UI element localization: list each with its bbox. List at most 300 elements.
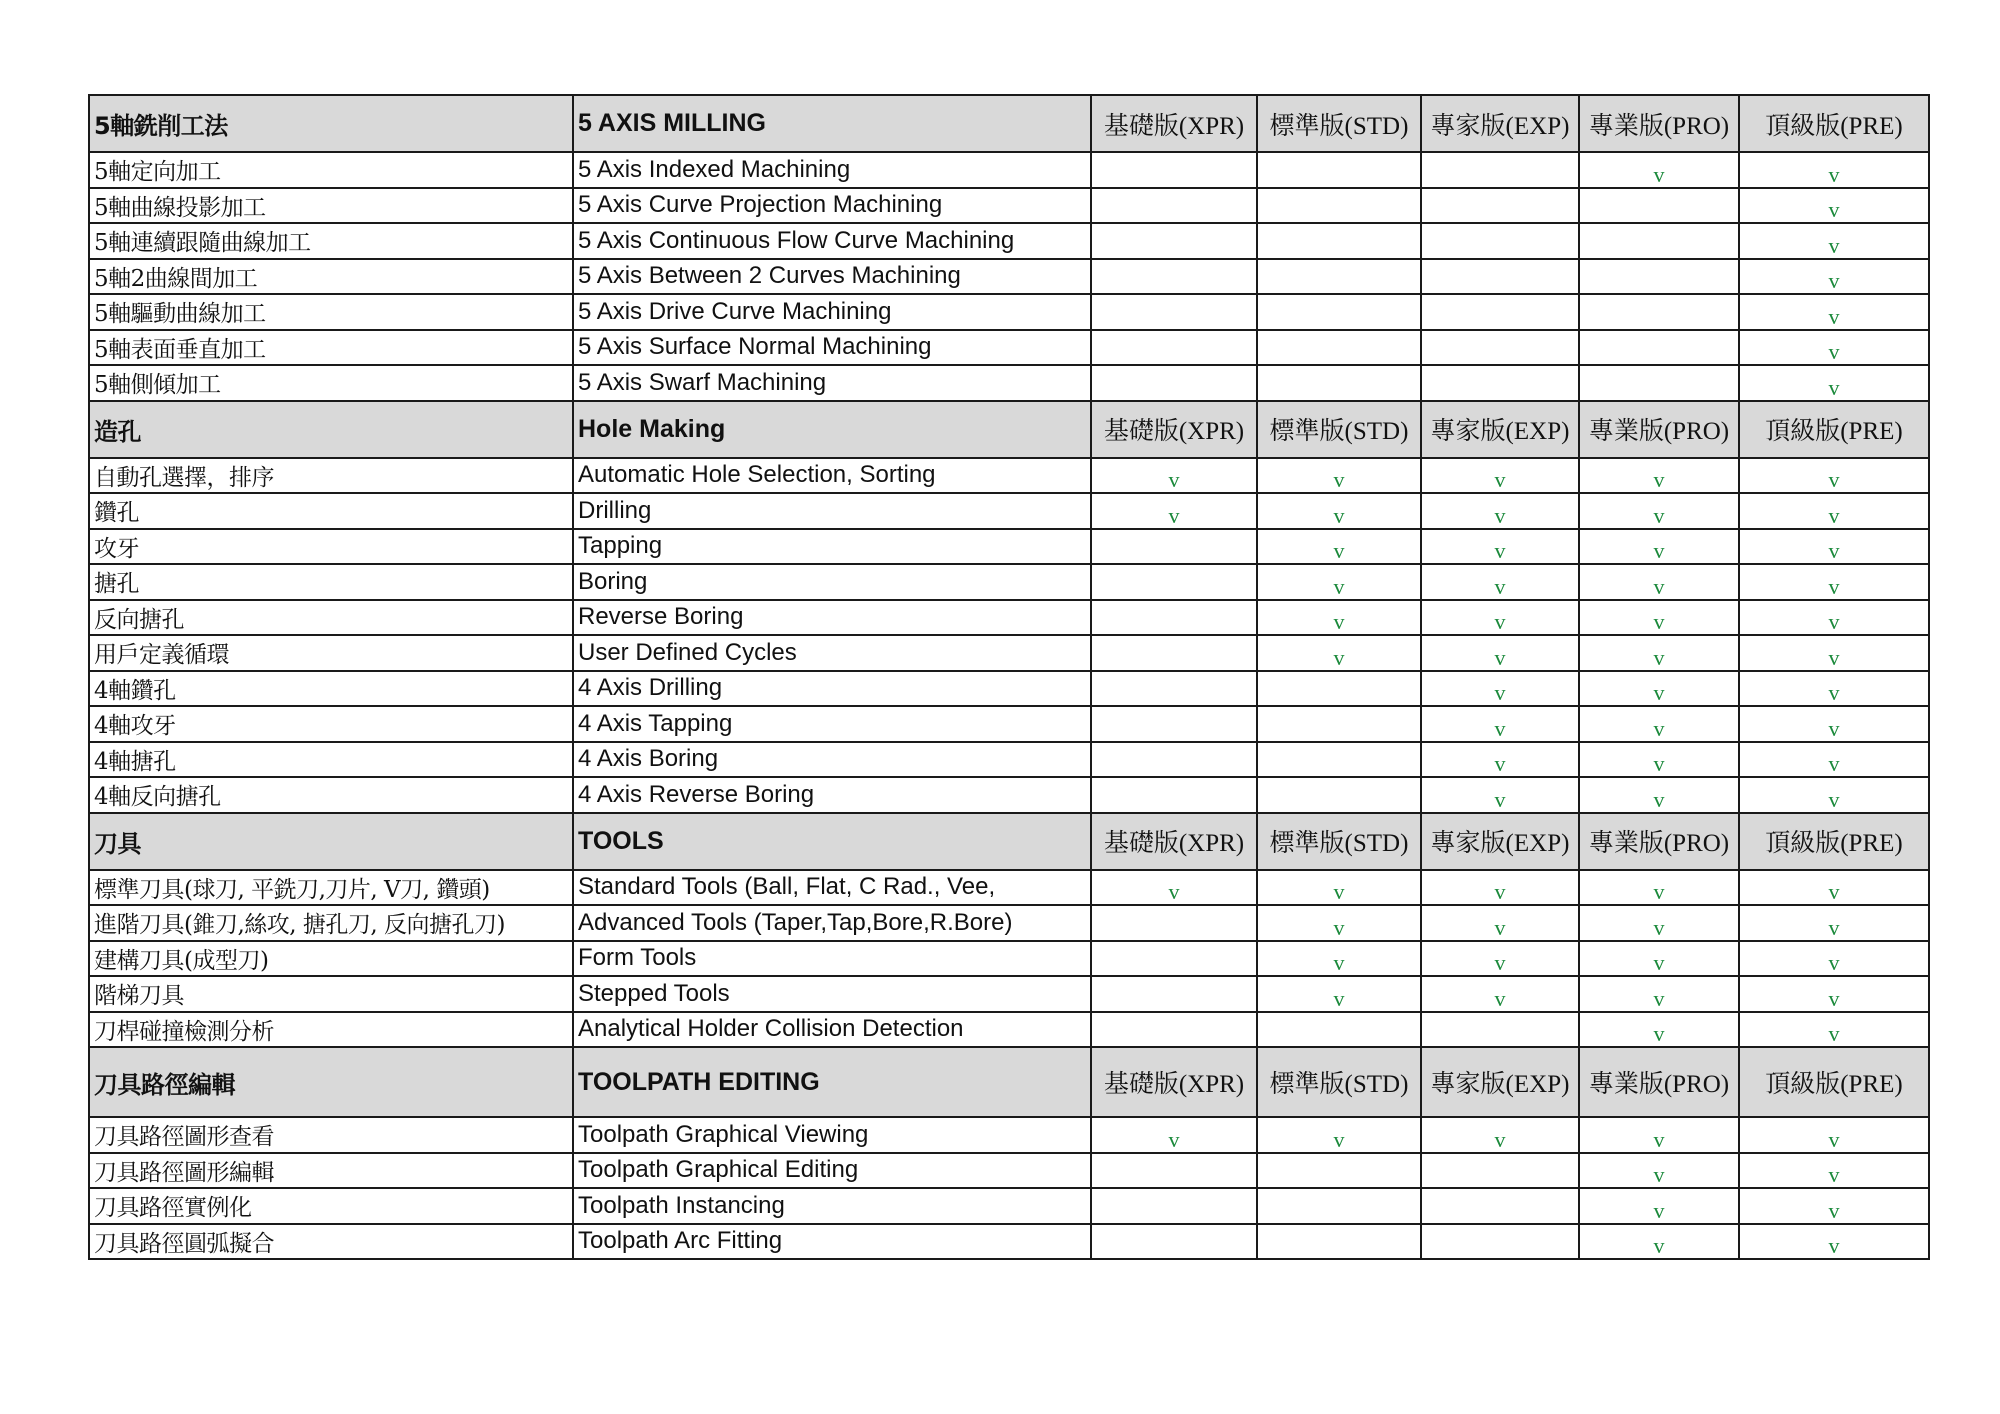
check-mark: v: [1828, 786, 1840, 812]
check-mark: v: [1653, 573, 1665, 599]
feature-name-en: Toolpath Graphical Editing: [573, 1153, 1091, 1189]
availability-cell: [1579, 777, 1739, 813]
availability-cell: [1257, 259, 1421, 295]
feature-name-zh: 5軸連續跟隨曲線加工: [89, 223, 573, 259]
availability-cell: [1091, 671, 1257, 707]
availability-cell: [1739, 223, 1929, 259]
availability-cell: [1739, 493, 1929, 529]
availability-cell: [1257, 870, 1421, 906]
availability-cell: [1579, 635, 1739, 671]
feature-row: [89, 493, 1929, 529]
feature-row: [89, 870, 1929, 906]
availability-cell: [1091, 941, 1257, 977]
check-mark: v: [1828, 303, 1840, 329]
availability-cell: [1739, 706, 1929, 742]
availability-cell: [1579, 458, 1739, 494]
check-mark: v: [1333, 573, 1345, 599]
availability-cell: [1091, 777, 1257, 813]
feature-row: [89, 259, 1929, 295]
availability-cell: [1421, 706, 1579, 742]
feature-name-en: Reverse Boring: [573, 600, 1091, 636]
availability-cell: [1421, 1117, 1579, 1153]
availability-cell: [1739, 777, 1929, 813]
availability-cell: [1257, 529, 1421, 565]
availability-cell: [1421, 564, 1579, 600]
feature-name-zh: 刀具路徑圓弧擬合: [89, 1224, 573, 1260]
feature-row: [89, 529, 1929, 565]
feature-name-zh: 建構刀具(成型刀): [89, 941, 573, 977]
availability-cell: [1421, 870, 1579, 906]
feature-row: [89, 600, 1929, 636]
feature-name-zh: 4軸鑽孔: [89, 671, 573, 707]
feature-name-en: Drilling: [573, 493, 1091, 529]
feature-row: [89, 188, 1929, 224]
check-mark: v: [1653, 786, 1665, 812]
availability-cell: [1257, 152, 1421, 188]
availability-cell: [1739, 742, 1929, 778]
availability-cell: [1257, 330, 1421, 366]
feature-name-en: 5 Axis Continuous Flow Curve Machining: [573, 223, 1091, 259]
feature-name-zh: 4軸反向搪孔: [89, 777, 573, 813]
check-mark: v: [1333, 1126, 1345, 1152]
edition-header: 標準版(STD): [1257, 95, 1421, 152]
availability-cell: [1421, 365, 1579, 401]
feature-row: [89, 976, 1929, 1012]
availability-cell: [1421, 635, 1579, 671]
edition-header: 專家版(EXP): [1421, 1047, 1579, 1117]
feature-name-zh: 刀桿碰撞檢測分析: [89, 1012, 573, 1048]
feature-name-zh: 刀具路徑實例化: [89, 1188, 573, 1224]
availability-cell: [1257, 493, 1421, 529]
availability-cell: [1739, 1117, 1929, 1153]
section-title-en: TOOLPATH EDITING: [573, 1047, 1091, 1117]
feature-name-zh: 5軸表面垂直加工: [89, 330, 573, 366]
availability-cell: [1739, 188, 1929, 224]
check-mark: v: [1653, 985, 1665, 1011]
availability-cell: [1739, 564, 1929, 600]
feature-name-en: 5 Axis Swarf Machining: [573, 365, 1091, 401]
availability-cell: [1091, 188, 1257, 224]
availability-cell: [1091, 529, 1257, 565]
availability-cell: [1091, 294, 1257, 330]
availability-cell: [1257, 1224, 1421, 1260]
availability-cell: [1579, 976, 1739, 1012]
check-mark: v: [1828, 1162, 1840, 1188]
availability-cell: [1739, 294, 1929, 330]
check-mark: v: [1653, 1233, 1665, 1259]
feature-name-zh: 5軸驅動曲線加工: [89, 294, 573, 330]
edition-header: 標準版(STD): [1257, 813, 1421, 870]
availability-cell: [1579, 671, 1739, 707]
section-title-en: 5 AXIS MILLING: [573, 95, 1091, 152]
availability-cell: [1257, 365, 1421, 401]
availability-cell: [1421, 600, 1579, 636]
check-mark: v: [1828, 644, 1840, 670]
availability-cell: [1257, 905, 1421, 941]
availability-cell: [1739, 458, 1929, 494]
edition-header: 基礎版(XPR): [1091, 95, 1257, 152]
check-mark: v: [1828, 609, 1840, 635]
section-title-zh: 刀具路徑編輯: [89, 1047, 573, 1117]
availability-cell: [1579, 493, 1739, 529]
check-mark: v: [1494, 786, 1506, 812]
availability-cell: [1579, 259, 1739, 295]
availability-cell: [1257, 1117, 1421, 1153]
check-mark: v: [1653, 715, 1665, 741]
availability-cell: [1739, 330, 1929, 366]
feature-name-en: 4 Axis Reverse Boring: [573, 777, 1091, 813]
availability-cell: [1091, 259, 1257, 295]
availability-cell: [1579, 870, 1739, 906]
edition-header: 基礎版(XPR): [1091, 401, 1257, 458]
edition-header: 專業版(PRO): [1579, 1047, 1739, 1117]
availability-cell: [1421, 777, 1579, 813]
check-mark: v: [1653, 950, 1665, 976]
check-mark: v: [1653, 609, 1665, 635]
availability-cell: [1091, 870, 1257, 906]
edition-header: 專業版(PRO): [1579, 401, 1739, 458]
availability-cell: [1579, 1224, 1739, 1260]
availability-cell: [1421, 458, 1579, 494]
check-mark: v: [1494, 914, 1506, 940]
availability-cell: [1091, 635, 1257, 671]
check-mark: v: [1653, 538, 1665, 564]
feature-name-zh: 5軸側傾加工: [89, 365, 573, 401]
availability-cell: [1739, 1224, 1929, 1260]
availability-cell: [1579, 365, 1739, 401]
availability-cell: [1421, 1153, 1579, 1189]
section-title-zh: 刀具: [89, 813, 573, 870]
availability-cell: [1739, 671, 1929, 707]
check-mark: v: [1494, 751, 1506, 777]
availability-cell: [1091, 706, 1257, 742]
feature-row: [89, 941, 1929, 977]
edition-header: 頂級版(PRE): [1739, 95, 1929, 152]
feature-name-zh: 5軸曲線投影加工: [89, 188, 573, 224]
section-header-row: [89, 401, 1929, 458]
edition-header: 標準版(STD): [1257, 401, 1421, 458]
check-mark: v: [1494, 950, 1506, 976]
feature-name-en: Boring: [573, 564, 1091, 600]
feature-name-en: 4 Axis Tapping: [573, 706, 1091, 742]
availability-cell: [1421, 259, 1579, 295]
check-mark: v: [1494, 467, 1506, 493]
feature-name-zh: 自動孔選擇，排序: [89, 458, 573, 494]
check-mark: v: [1828, 985, 1840, 1011]
availability-cell: [1091, 1188, 1257, 1224]
availability-cell: [1421, 1012, 1579, 1048]
availability-cell: [1257, 635, 1421, 671]
check-mark: v: [1333, 538, 1345, 564]
feature-name-zh: 刀具路徑圖形編輯: [89, 1153, 573, 1189]
check-mark: v: [1168, 467, 1180, 493]
check-mark: v: [1653, 467, 1665, 493]
availability-cell: [1091, 564, 1257, 600]
check-mark: v: [1333, 985, 1345, 1011]
availability-cell: [1257, 976, 1421, 1012]
check-mark: v: [1828, 1197, 1840, 1223]
availability-cell: [1739, 976, 1929, 1012]
check-mark: v: [1494, 1126, 1506, 1152]
availability-cell: [1421, 529, 1579, 565]
check-mark: v: [1828, 502, 1840, 528]
availability-cell: [1739, 600, 1929, 636]
check-mark: v: [1494, 573, 1506, 599]
availability-cell: [1091, 742, 1257, 778]
feature-row: [89, 564, 1929, 600]
availability-cell: [1421, 976, 1579, 1012]
availability-cell: [1739, 905, 1929, 941]
availability-cell: [1421, 493, 1579, 529]
check-mark: v: [1653, 502, 1665, 528]
availability-cell: [1739, 635, 1929, 671]
feature-row: [89, 742, 1929, 778]
availability-cell: [1579, 529, 1739, 565]
availability-cell: [1257, 564, 1421, 600]
feature-name-en: Tapping: [573, 529, 1091, 565]
availability-cell: [1579, 188, 1739, 224]
feature-name-zh: 攻牙: [89, 529, 573, 565]
feature-row: [89, 223, 1929, 259]
section-header-row: [89, 1047, 1929, 1117]
check-mark: v: [1828, 1021, 1840, 1047]
feature-name-zh: 進階刀具(錐刀,絲攻, 搪孔刀, 反向搪孔刀): [89, 905, 573, 941]
check-mark: v: [1168, 502, 1180, 528]
check-mark: v: [1828, 538, 1840, 564]
availability-cell: [1421, 188, 1579, 224]
feature-name-en: Form Tools: [573, 941, 1091, 977]
check-mark: v: [1653, 879, 1665, 905]
check-mark: v: [1494, 538, 1506, 564]
feature-row: [89, 1224, 1929, 1260]
availability-cell: [1091, 330, 1257, 366]
feature-row: [89, 294, 1929, 330]
check-mark: v: [1828, 751, 1840, 777]
feature-row: [89, 706, 1929, 742]
check-mark: v: [1653, 1197, 1665, 1223]
feature-row: [89, 1188, 1929, 1224]
feature-name-zh: 4軸攻牙: [89, 706, 573, 742]
check-mark: v: [1828, 680, 1840, 706]
check-mark: v: [1333, 914, 1345, 940]
feature-row: [89, 635, 1929, 671]
check-mark: v: [1653, 914, 1665, 940]
availability-cell: [1091, 365, 1257, 401]
check-mark: v: [1333, 950, 1345, 976]
availability-cell: [1257, 223, 1421, 259]
feature-row: [89, 1117, 1929, 1153]
check-mark: v: [1168, 1126, 1180, 1152]
availability-cell: [1257, 742, 1421, 778]
feature-name-en: Analytical Holder Collision Detection: [573, 1012, 1091, 1048]
feature-name-en: 4 Axis Drilling: [573, 671, 1091, 707]
availability-cell: [1091, 1012, 1257, 1048]
availability-cell: [1257, 777, 1421, 813]
section-header-row: [89, 95, 1929, 152]
feature-row: [89, 905, 1929, 941]
feature-name-zh: 搪孔: [89, 564, 573, 600]
availability-cell: [1091, 976, 1257, 1012]
check-mark: v: [1494, 502, 1506, 528]
feature-name-zh: 用戶定義循環: [89, 635, 573, 671]
check-mark: v: [1494, 879, 1506, 905]
availability-cell: [1739, 1153, 1929, 1189]
check-mark: v: [1494, 680, 1506, 706]
edition-header: 專家版(EXP): [1421, 813, 1579, 870]
feature-name-en: Standard Tools (Ball, Flat, C Rad., Vee,: [573, 870, 1091, 906]
availability-cell: [1091, 493, 1257, 529]
feature-name-en: Toolpath Instancing: [573, 1188, 1091, 1224]
availability-cell: [1421, 1224, 1579, 1260]
availability-cell: [1739, 1012, 1929, 1048]
availability-cell: [1257, 458, 1421, 494]
availability-cell: [1579, 1153, 1739, 1189]
check-mark: v: [1828, 161, 1840, 187]
check-mark: v: [1653, 751, 1665, 777]
availability-cell: [1091, 458, 1257, 494]
availability-cell: [1091, 1153, 1257, 1189]
check-mark: v: [1494, 715, 1506, 741]
availability-cell: [1091, 1117, 1257, 1153]
check-mark: v: [1494, 644, 1506, 670]
check-mark: v: [1653, 680, 1665, 706]
feature-row: [89, 330, 1929, 366]
check-mark: v: [1168, 879, 1180, 905]
feature-row: [89, 458, 1929, 494]
availability-cell: [1579, 223, 1739, 259]
feature-name-en: 5 Axis Indexed Machining: [573, 152, 1091, 188]
availability-cell: [1579, 600, 1739, 636]
feature-name-zh: 階梯刀具: [89, 976, 573, 1012]
feature-name-en: 5 Axis Surface Normal Machining: [573, 330, 1091, 366]
availability-cell: [1091, 1224, 1257, 1260]
check-mark: v: [1653, 644, 1665, 670]
availability-cell: [1739, 259, 1929, 295]
availability-cell: [1421, 671, 1579, 707]
availability-cell: [1257, 706, 1421, 742]
check-mark: v: [1828, 914, 1840, 940]
check-mark: v: [1653, 1126, 1665, 1152]
section-title-en: Hole Making: [573, 401, 1091, 458]
edition-header: 專業版(PRO): [1579, 813, 1739, 870]
feature-name-en: 4 Axis Boring: [573, 742, 1091, 778]
availability-cell: [1739, 1188, 1929, 1224]
check-mark: v: [1653, 1162, 1665, 1188]
availability-cell: [1091, 905, 1257, 941]
check-mark: v: [1653, 1021, 1665, 1047]
feature-name-zh: 4軸搪孔: [89, 742, 573, 778]
edition-header: 基礎版(XPR): [1091, 1047, 1257, 1117]
availability-cell: [1257, 941, 1421, 977]
availability-cell: [1579, 330, 1739, 366]
check-mark: v: [1333, 609, 1345, 635]
availability-cell: [1739, 870, 1929, 906]
check-mark: v: [1828, 573, 1840, 599]
section-title-en: TOOLS: [573, 813, 1091, 870]
availability-cell: [1257, 1012, 1421, 1048]
feature-comparison-table: [88, 94, 1930, 1260]
feature-name-en: Advanced Tools (Taper,Tap,Bore,R.Bore): [573, 905, 1091, 941]
check-mark: v: [1494, 985, 1506, 1011]
feature-row: [89, 152, 1929, 188]
edition-header: 頂級版(PRE): [1739, 813, 1929, 870]
check-mark: v: [1828, 268, 1840, 294]
feature-name-en: Automatic Hole Selection, Sorting: [573, 458, 1091, 494]
edition-header: 標準版(STD): [1257, 1047, 1421, 1117]
check-mark: v: [1828, 950, 1840, 976]
feature-name-en: User Defined Cycles: [573, 635, 1091, 671]
check-mark: v: [1828, 467, 1840, 493]
check-mark: v: [1828, 1233, 1840, 1259]
feature-row: [89, 1153, 1929, 1189]
check-mark: v: [1333, 644, 1345, 670]
availability-cell: [1421, 1188, 1579, 1224]
availability-cell: [1421, 223, 1579, 259]
check-mark: v: [1333, 502, 1345, 528]
availability-cell: [1739, 529, 1929, 565]
edition-header: 頂級版(PRE): [1739, 401, 1929, 458]
availability-cell: [1579, 742, 1739, 778]
availability-cell: [1579, 1012, 1739, 1048]
check-mark: v: [1828, 1126, 1840, 1152]
edition-header: 專業版(PRO): [1579, 95, 1739, 152]
availability-cell: [1579, 152, 1739, 188]
feature-row: [89, 777, 1929, 813]
feature-row: [89, 1012, 1929, 1048]
section-title-zh: 5軸銑削工法: [89, 95, 573, 152]
availability-cell: [1739, 365, 1929, 401]
availability-cell: [1579, 1188, 1739, 1224]
check-mark: v: [1653, 161, 1665, 187]
feature-name-en: 5 Axis Drive Curve Machining: [573, 294, 1091, 330]
check-mark: v: [1828, 197, 1840, 223]
feature-name-en: Toolpath Arc Fitting: [573, 1224, 1091, 1260]
section-title-zh: 造孔: [89, 401, 573, 458]
availability-cell: [1421, 742, 1579, 778]
feature-name-zh: 刀具路徑圖形查看: [89, 1117, 573, 1153]
check-mark: v: [1828, 879, 1840, 905]
feature-name-en: 5 Axis Between 2 Curves Machining: [573, 259, 1091, 295]
feature-row: [89, 671, 1929, 707]
availability-cell: [1421, 941, 1579, 977]
edition-header: 頂級版(PRE): [1739, 1047, 1929, 1117]
feature-name-en: Toolpath Graphical Viewing: [573, 1117, 1091, 1153]
availability-cell: [1579, 564, 1739, 600]
availability-cell: [1579, 1117, 1739, 1153]
availability-cell: [1421, 152, 1579, 188]
availability-cell: [1257, 1153, 1421, 1189]
availability-cell: [1739, 152, 1929, 188]
feature-row: [89, 365, 1929, 401]
check-mark: v: [1828, 715, 1840, 741]
check-mark: v: [1333, 467, 1345, 493]
availability-cell: [1257, 294, 1421, 330]
feature-name-zh: 5軸定向加工: [89, 152, 573, 188]
check-mark: v: [1333, 879, 1345, 905]
edition-header: 專家版(EXP): [1421, 95, 1579, 152]
availability-cell: [1421, 330, 1579, 366]
feature-name-zh: 標準刀具(球刀, 平銑刀,刀片, V刀, 鑽頭): [89, 870, 573, 906]
availability-cell: [1579, 941, 1739, 977]
availability-cell: [1579, 294, 1739, 330]
availability-cell: [1579, 706, 1739, 742]
availability-cell: [1257, 600, 1421, 636]
availability-cell: [1421, 905, 1579, 941]
availability-cell: [1257, 671, 1421, 707]
feature-name-zh: 反向搪孔: [89, 600, 573, 636]
check-mark: v: [1828, 232, 1840, 258]
availability-cell: [1579, 905, 1739, 941]
